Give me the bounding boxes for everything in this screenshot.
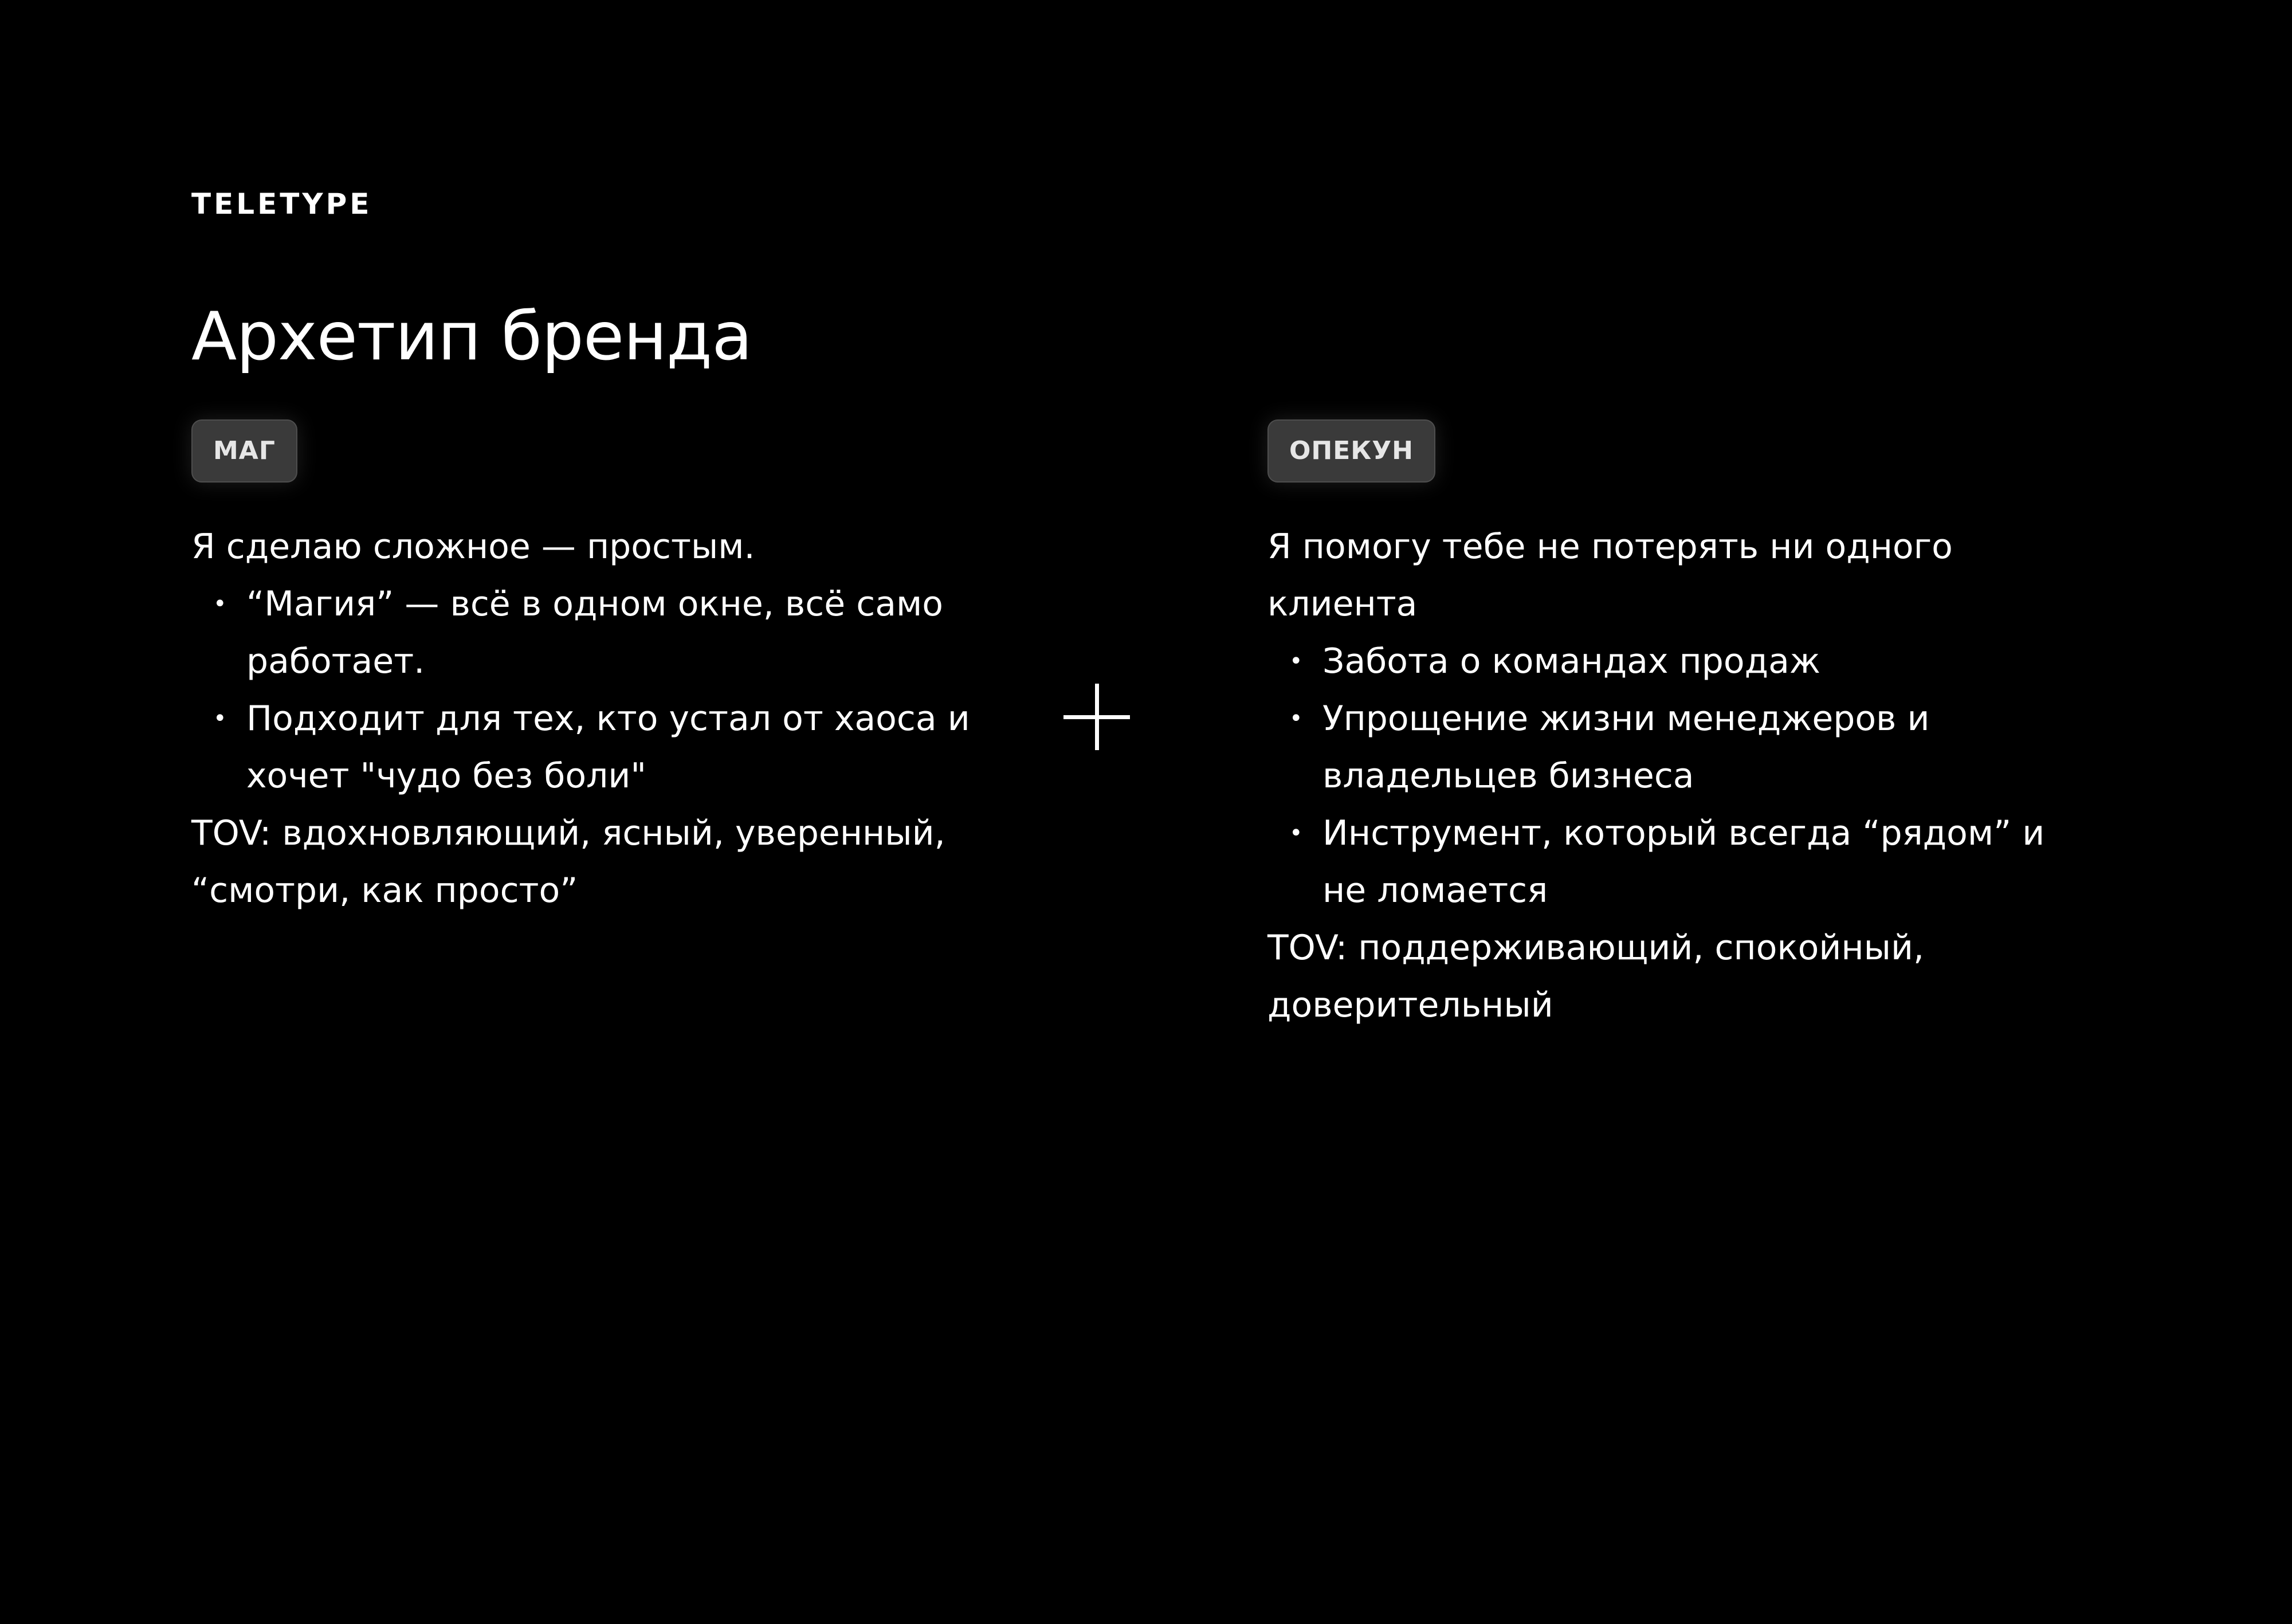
bullet-icon: • xyxy=(213,591,227,617)
archetype-intro: Я сделаю сложное — простым. xyxy=(191,527,755,567)
archetype-intro: Я помогу тебе не потерять ни одного клиента xyxy=(1267,527,1953,624)
archetype-badge: ОПЕКУН xyxy=(1267,419,1435,483)
plus-icon xyxy=(1063,684,1130,750)
archetype-column-opekun xyxy=(1267,419,2058,1034)
archetype-bullet-list xyxy=(1267,633,2058,919)
archetype-description xyxy=(191,518,982,919)
archetype-tov: TOV: поддерживающий, спокойный, доверительный xyxy=(1267,928,1925,1025)
bullet-icon: • xyxy=(1289,705,1303,732)
archetype-description xyxy=(1267,518,2058,1034)
list-item-text: “Магия” — всё в одном окне, всё само работает. xyxy=(246,584,943,681)
brand-logo: TELETYPE xyxy=(191,187,372,221)
list-item-text: Забота о командах продаж xyxy=(1322,641,1820,681)
bullet-icon: • xyxy=(1289,648,1303,674)
list-item xyxy=(1267,633,2058,690)
archetype-badge: МАГ xyxy=(191,419,297,483)
list-item-text: Упрощение жизни менеджеров и владельцев бизнеса xyxy=(1322,699,1930,796)
plus-icon-vertical xyxy=(1095,684,1099,750)
bullet-icon: • xyxy=(1289,820,1303,846)
list-item xyxy=(191,690,982,805)
list-item-text: Инструмент, который всегда “рядом” и не ломается xyxy=(1322,813,2045,911)
list-item xyxy=(1267,690,2058,805)
archetype-column-mag xyxy=(191,419,982,919)
list-item xyxy=(191,575,982,690)
page-title: Архетип бренда xyxy=(191,298,752,375)
list-item xyxy=(1267,805,2058,919)
bullet-icon: • xyxy=(213,705,227,732)
archetype-bullet-list xyxy=(191,575,982,805)
archetype-tov: TOV: вдохновляющий, ясный, уверенный, “смотри, как просто” xyxy=(191,813,945,911)
list-item-text: Подходит для тех, кто устал от хаоса и хочет "чудо без боли" xyxy=(246,699,970,796)
